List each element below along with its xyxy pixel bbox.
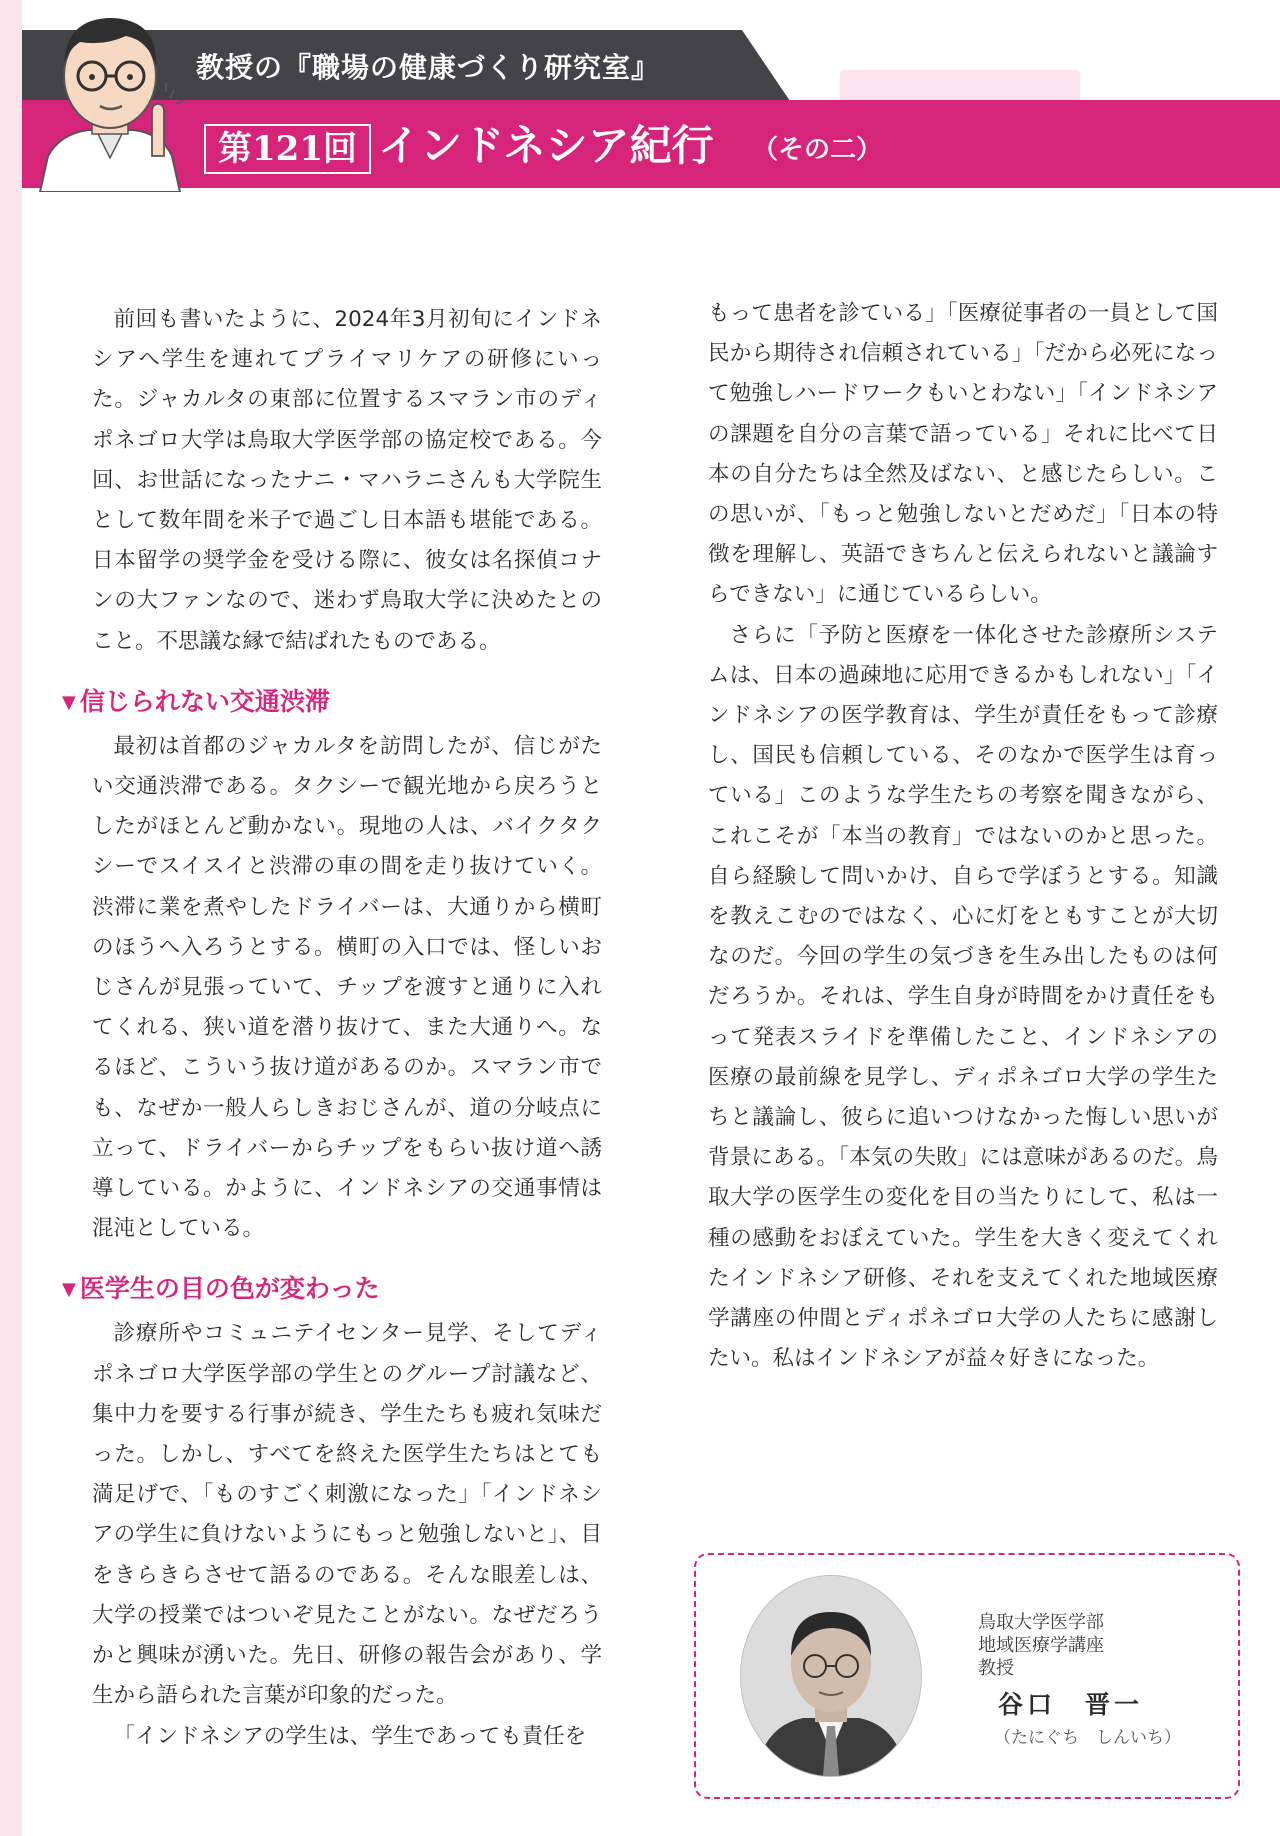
traffic-paragraph: 最初は首都のジャカルタを訪問したが、信じがたい交通渋滞である。タクシーで観光地から戻ろうとしたがほとんど動かない。現地の人は、バイクタクシーでスイスイと渋滞の車の間を走り抜けていく。渋滞に業を煮やしたドライバーは、大通りから横町のほうへ入ろうとする。横町の入口では、怪しいおじさんが見張っていて、チップを渡すと通りに入れてくれる、狭い道を潜り抜けて、また大通りへ。なるほど、こういう抜け道があるのか。スマラン市でも、なぜか一般人らしきおじさんが、道の分岐点に立って、ドライバーからチップをもらい抜け道へ誘導している。かように、インドネシアの交通事情は混沌としている。 — [92, 733, 602, 1242]
quote-paragraph-start: 「インドネシアの学生は、学生であっても責任を — [113, 1723, 587, 1749]
students-paragraph: 診療所やコミュニテイセンター見学、そしてディポネゴロ大学医学部の学生とのグループ討議など、集中力を要する行事が続き、学生たちも疲れ気味だった。しかし、すべてを終えた医学生たちはとても満足げで、「ものすごく刺激になった」「インドネシアの学生に負けないようにもっと勉強しないと」、目をきらきらさせて語るのである。そんな眼差しは、大学の授業ではついぞ見たことがない。なぜだろうかと興味が湧いた。先日、研修の報告会があり、学生から語られた言葉が印象的だった。 — [92, 1321, 602, 1709]
triangle-bullet-icon: ▼ — [62, 1279, 76, 1301]
header-ghost-decoration — [840, 70, 1080, 104]
author-box — [694, 1553, 1240, 1799]
quote-paragraph-cont: もって患者を診ている」「医療従事者の一員として国民から期待され信頼されている」「だから必死になって勉強しハードワークもいとわない」「インドネシアの課題を自分の言葉で語っている」それに比べて日本の自分たちは全然及ばない、と感じたらしい。この思いが、「もっと勉強しないとだめだ」「日本の特徴を理解し、英語できちんと伝えられないと議論すらできない」に通じているらしい。 — [708, 301, 1218, 608]
intro-paragraph: 前回も書いたように、2024年3月初旬にインドネシアへ学生を連れてプライマリケアの研修にいった。ジャカルタの東部に位置するスマラン市のディポネゴロ大学は鳥取大学医学部の協定校である。今回、お世話になったナニ・マハラニさんも大学院生として数年間を米子で過ごし日本語も堪能である。日本留学の奨学金を受ける際に、彼女は名探偵コナンの大ファンなので、迷わず鳥取大学に決めたとのこと。不思議な縁で結ばれたものである。 — [92, 307, 602, 654]
author-department: 地域医療学講座 — [978, 1635, 1104, 1656]
author-name-reading: （たにぐち しんいち） — [994, 1728, 1181, 1748]
section-heading-text: 医学生の目の色が変わった — [79, 1274, 380, 1304]
series-title: 教授の『職場の健康づくり研究室』 — [196, 51, 661, 84]
author-position: 教授 — [978, 1658, 1014, 1679]
triangle-bullet-icon: ▼ — [62, 691, 76, 713]
author-affiliation — [978, 1611, 1104, 1680]
reflection-paragraph: さらに「予防と医療を一体化させた診療所システムは、日本の過疎地に応用できるかもしれない」「インドネシアの医学教育は、学生が責任をもって診療し、国民も信頼している、そのなかで医学生は育っている」このような学生たちの考察を聞きながら、これこそが「本当の教育」ではないのかと思った。自ら経験して問いかけ、自らで学ぼうとする。知識を教えこむのではなく、心に灯をともすことが大切なのだ。今回の学生の気づきを生み出したものは何だろうか。それは、学生自身が時間をかけ責任をもって発表スライドを準備したこと、インドネシアの医療の最前線を見学し、ディポネゴロ大学の学生たちと議論し、彼らに追いつけなかった悔しい思いが背景にある。「本気の失敗」には意味があるのだ。鳥取大学の医学生の変化を目の当たりにして、私は一種の感動をおぼえていた。学生を大きく変えてくれたインドネシア研修、それを支えてくれた地域医療学講座の仲間とディポネゴロ大学の人たちに感謝したい。私はインドネシアが益々好きになった。 — [708, 622, 1218, 1372]
episode-number: 第121回 — [204, 124, 371, 174]
professor-illustration-icon — [30, 6, 190, 192]
section-heading-traffic — [62, 680, 602, 725]
article-title: インドネシア紀行 — [378, 121, 714, 170]
author-photo — [740, 1575, 922, 1777]
section-heading-students — [62, 1267, 602, 1312]
left-column — [62, 300, 602, 1757]
article-subtitle: （その二） — [752, 135, 883, 165]
author-name: 谷口 晋一 — [998, 1690, 1144, 1719]
page-edge — [0, 0, 22, 1836]
right-column — [708, 294, 1218, 1379]
author-university: 鳥取大学医学部 — [978, 1612, 1104, 1633]
section-heading-text: 信じられない交通渋滞 — [79, 686, 330, 716]
